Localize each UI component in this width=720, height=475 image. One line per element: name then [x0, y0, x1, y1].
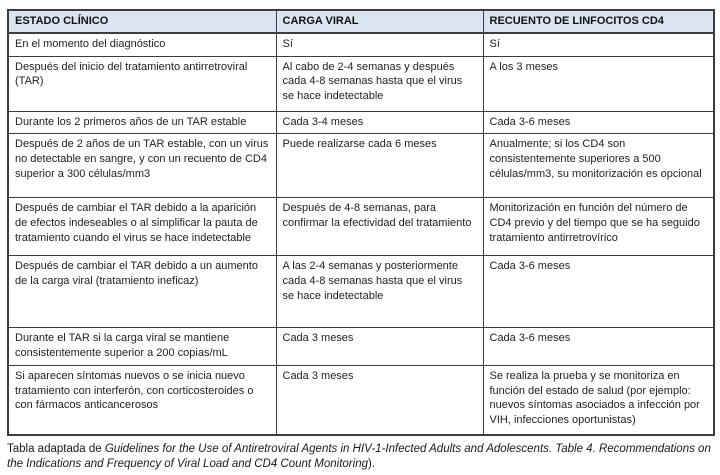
cell-carga-viral: Al cabo de 2-4 semanas y después cada 4-8 semanas hasta que el virus se hace indetectable: [276, 56, 483, 111]
table-row: [8, 33, 714, 56]
cell-recuento-cd4: Anualmente; si los CD4 son consistentemente superiores a 500 células/mm3, su monitorización es opcional: [483, 134, 714, 198]
cell-carga-viral: Cada 3-4 meses: [276, 111, 483, 134]
cell-recuento-cd4: Monitorización en función del número de CD4 previo y del tiempo que se ha seguido tratamiento antirretrovírico: [483, 198, 714, 256]
table-row: [8, 198, 714, 256]
table-source-caption: [7, 442, 713, 471]
table-row: [8, 111, 714, 134]
cell-carga-viral: Cada 3 meses: [276, 365, 483, 435]
table-row: [8, 256, 714, 328]
cell-recuento-cd4: Sí: [483, 33, 714, 56]
cell-estado-clinico: Durante los 2 primeros años de un TAR estable: [8, 111, 276, 134]
cell-recuento-cd4: Cada 3-6 meses: [483, 256, 714, 328]
table-header-row: [8, 10, 714, 33]
cell-estado-clinico: Después del inicio del tratamiento antirretroviral (TAR): [8, 56, 276, 111]
cell-recuento-cd4: Cada 3-6 meses: [483, 328, 714, 365]
cell-estado-clinico: En el momento del diagnóstico: [8, 33, 276, 56]
cell-carga-viral: Sí: [276, 33, 483, 56]
cell-estado-clinico: Si aparecen síntomas nuevos o se inicia nuevo tratamiento con interferón, con corticosteroides o con fármacos anticancerosos: [8, 365, 276, 435]
column-header-recuento-cd4: RECUENTO DE LINFOCITOS CD4: [483, 10, 714, 33]
cell-carga-viral: Puede realizarse cada 6 meses: [276, 134, 483, 198]
cell-carga-viral: Después de 4-8 semanas, para confirmar la efectividad del tratamiento: [276, 198, 483, 256]
cell-estado-clinico: Después de cambiar el TAR debido a la aparición de efectos indeseables o al simplificar la pauta de tratamiento cuando el virus se hace indetectable: [8, 198, 276, 256]
cell-estado-clinico: Después de cambiar el TAR debido a un aumento de la carga viral (tratamiento ineficaz): [8, 256, 276, 328]
cell-carga-viral: A las 2-4 semanas y posteriormente cada 4-8 semanas hasta que el virus se hace indetectable: [276, 256, 483, 328]
column-header-estado-clinico: ESTADO CLÍNICO: [8, 10, 276, 33]
monitoring-schedule-table: [7, 9, 715, 436]
table-row: [8, 365, 714, 435]
cell-estado-clinico: Después de 2 años de un TAR estable, con un virus no detectable en sangre, y con un recuento de CD4 superior a 300 células/mm3: [8, 134, 276, 198]
cell-recuento-cd4: A los 3 meses: [483, 56, 714, 111]
table-row: [8, 134, 714, 198]
caption-suffix: ).: [367, 458, 376, 471]
cell-recuento-cd4: Se realiza la prueba y se monitoriza en función del estado de salud (por ejemplo: nuevos síntomas asociados a infección por VIH, infecciones oportunistas): [483, 365, 714, 435]
caption-citation: Guidelines for the Use of Antiretroviral Agents in HIV-1-Infected Adults and Adolescents. Table 4. Recommendations on the Indications and Frequency of Viral Load and CD4 Count Monitoring: [7, 443, 711, 471]
table-row: [8, 328, 714, 365]
cell-carga-viral: Cada 3 meses: [276, 328, 483, 365]
column-header-carga-viral: CARGA VIRAL: [276, 10, 483, 33]
caption-prefix: Tabla adaptada de: [7, 443, 105, 456]
table-row: [8, 56, 714, 111]
cell-recuento-cd4: Cada 3-6 meses: [483, 111, 714, 134]
cell-estado-clinico: Durante el TAR si la carga viral se mantiene consistentemente superior a 200 copias/mL: [8, 328, 276, 365]
